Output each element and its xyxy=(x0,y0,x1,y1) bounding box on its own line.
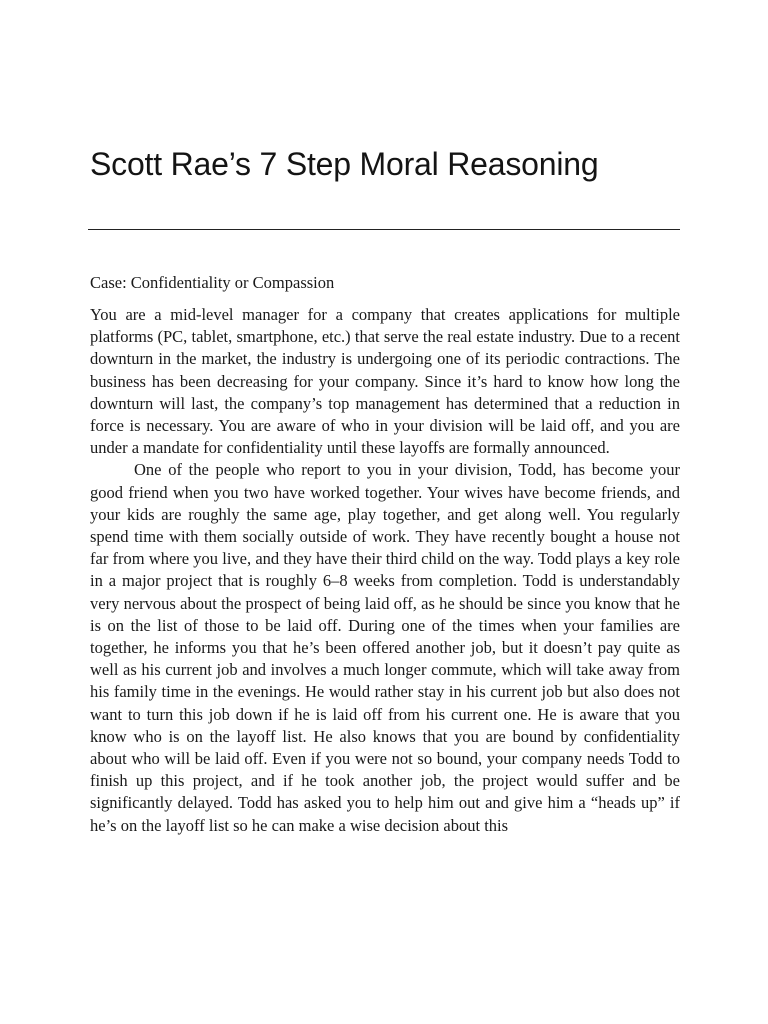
paragraph-2: One of the people who report to you in your division, Todd, has become your good friend when you two have worked together. Your wives have become friends, and your kids are roughly the same age, play together, and get along well. You regularly spend time with them socially outside of work. They have recently bought a house not far from where you live, and they have their third child on the way. Todd plays a key role in a major project that is roughly 6–8 weeks from completion. Todd is understandably very nervous about the prospect of being laid off, as he should be since you know that he is on the list of those to be laid off. During one of the times when your families are together, he informs you that he’s been offered another job, but it doesn’t pay quite as well as his current job and involves a much longer commute, which will take away from his family time in the evenings. He would rather stay in his current job but also does not want to turn this job down if he is laid off from his current one. He is aware that you know who is on the layoff list. He also knows that you are bound by confidentiality about who will be laid off. Even if you were not so bound, your company needs Todd to finish up this project, and if he took another job, the project would suffer and be significantly delayed. Todd has asked you to help him out and give him a “heads up” if he’s on the layoff list so he can make a wise decision about this xyxy=(90,460,680,835)
case-heading: Case: Confidentiality or Compassion xyxy=(90,273,335,292)
paragraph-1: You are a mid-level manager for a company that creates applications for multiple platforms (PC, tablet, smartphone, etc.) that serve the real estate industry. Due to a recent downturn in the market, the industry is undergoing one of its periodic contractions. The business has been decreasing for your company. Since it’s hard to know how long the downturn will last, the company’s top management has determined that a reduction in force is necessary. You are aware of who in your division will be laid off, and you are under a mandate for confidentiality until these layoffs are formally announced. xyxy=(90,305,680,458)
page-title: Scott Rae’s 7 Step Moral Reasoning xyxy=(90,146,599,182)
title-divider xyxy=(88,229,680,230)
case-body xyxy=(90,304,680,837)
